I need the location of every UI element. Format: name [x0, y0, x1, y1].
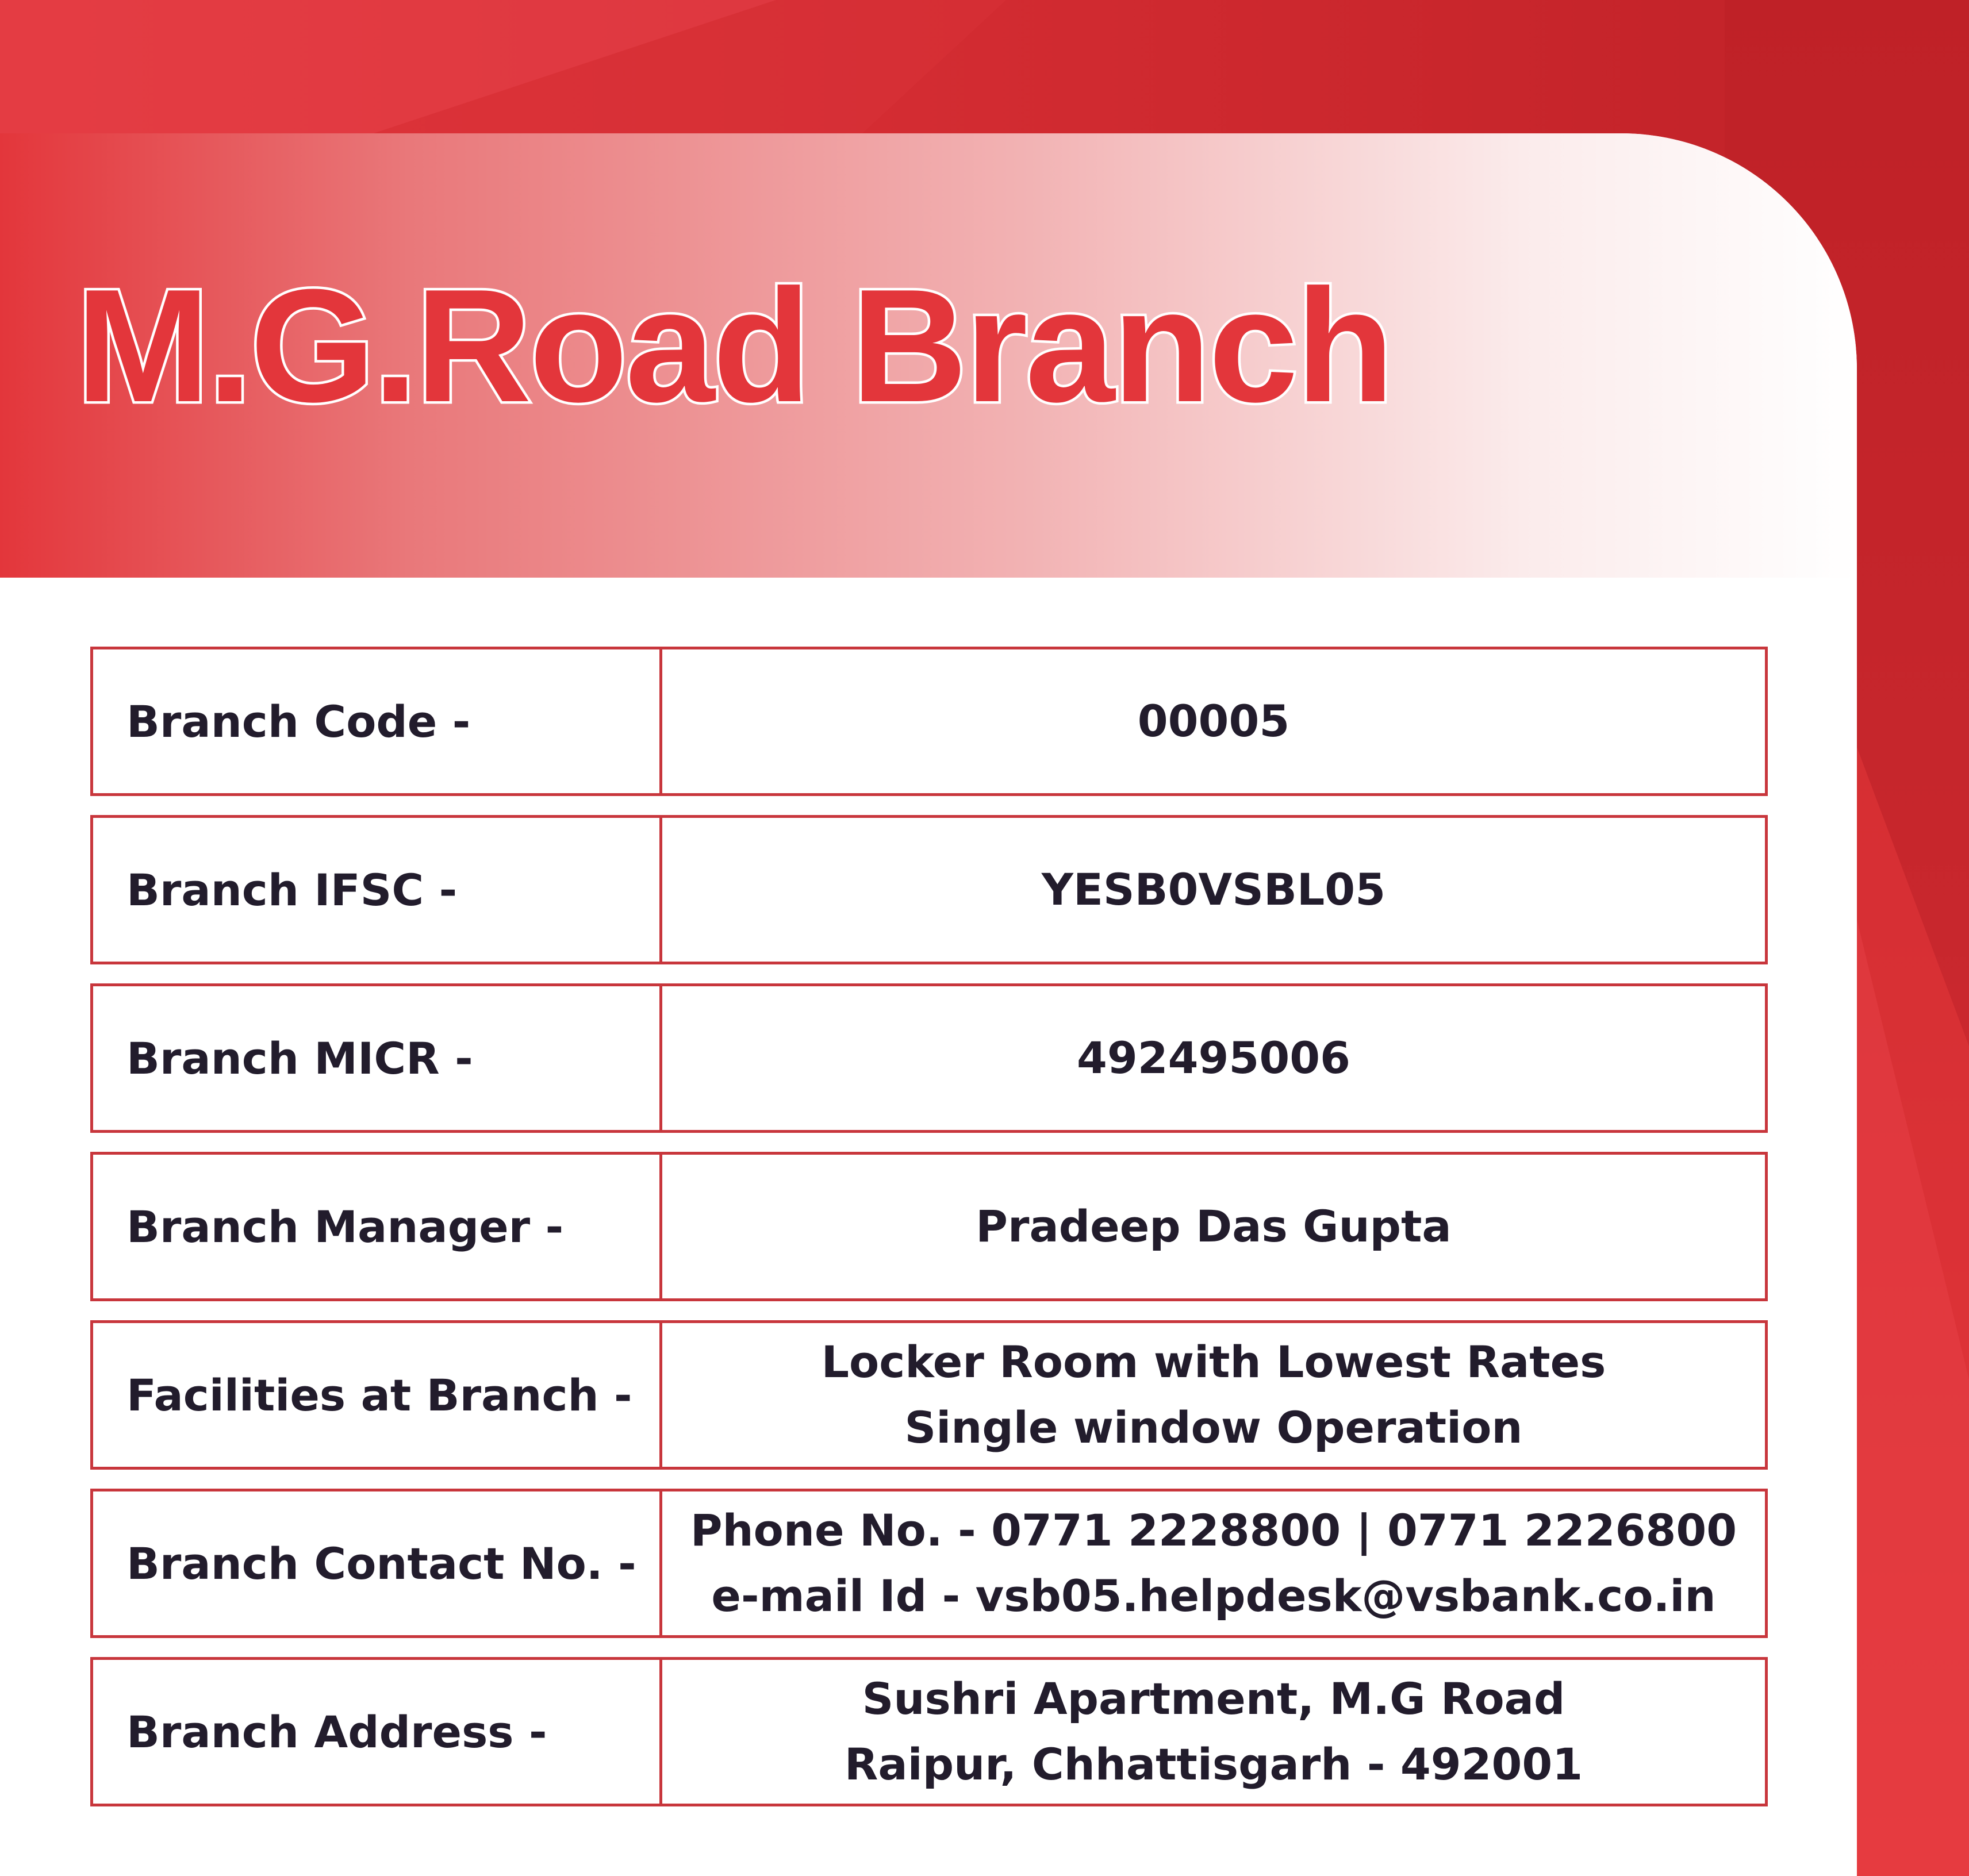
branch-address-row: [90, 1657, 1768, 1806]
branch-contact-value: [662, 1491, 1765, 1635]
branch-address-value-line: Sushri Apartment, M.G Road: [862, 1673, 1565, 1724]
branch-code-value: [662, 649, 1765, 793]
branch-contact-value-line: Phone No. - 0771 2228800 | 0771 2226800: [690, 1505, 1737, 1556]
branch-ifsc-value: [662, 818, 1765, 962]
branch-facilities-value-line: Single window Operation: [904, 1402, 1523, 1453]
branch-address-label: Branch Address -: [93, 1660, 662, 1804]
branch-micr-value-line: 492495006: [1077, 1032, 1350, 1083]
branch-code-row: [90, 647, 1768, 796]
branch-ifsc-row: [90, 815, 1768, 964]
branch-facilities-label: Facilities at Branch -: [93, 1323, 662, 1467]
branch-facilities-row: [90, 1320, 1768, 1470]
branch-manager-value: [662, 1155, 1765, 1298]
branch-address-value: [662, 1660, 1765, 1804]
branch-contact-label: Branch Contact No. -: [93, 1491, 662, 1635]
branch-manager-row: [90, 1152, 1768, 1301]
branch-address-value-line: Raipur, Chhattisgarh - 492001: [844, 1739, 1583, 1790]
branch-contact-row: [90, 1489, 1768, 1638]
branch-manager-value-line: Pradeep Das Gupta: [976, 1201, 1452, 1252]
branch-code-value-line: 00005: [1137, 695, 1290, 747]
branch-manager-label: Branch Manager -: [93, 1155, 662, 1298]
branch-micr-value: [662, 986, 1765, 1130]
branch-contact-value-line: e-mail Id - vsb05.helpdesk@vsbank.co.in: [711, 1570, 1716, 1621]
branch-micr-label: Branch MICR -: [93, 986, 662, 1130]
branch-micr-row: [90, 983, 1768, 1133]
branch-code-label: Branch Code -: [93, 649, 662, 793]
branch-facilities-value: [662, 1323, 1765, 1467]
branch-ifsc-value-line: YESB0VSBL05: [1041, 864, 1386, 915]
branch-title: M.G.Road Branch: [76, 256, 1392, 436]
branch-facilities-value-line: Locker Room with Lowest Rates: [821, 1336, 1606, 1387]
branch-ifsc-label: Branch IFSC -: [93, 818, 662, 962]
